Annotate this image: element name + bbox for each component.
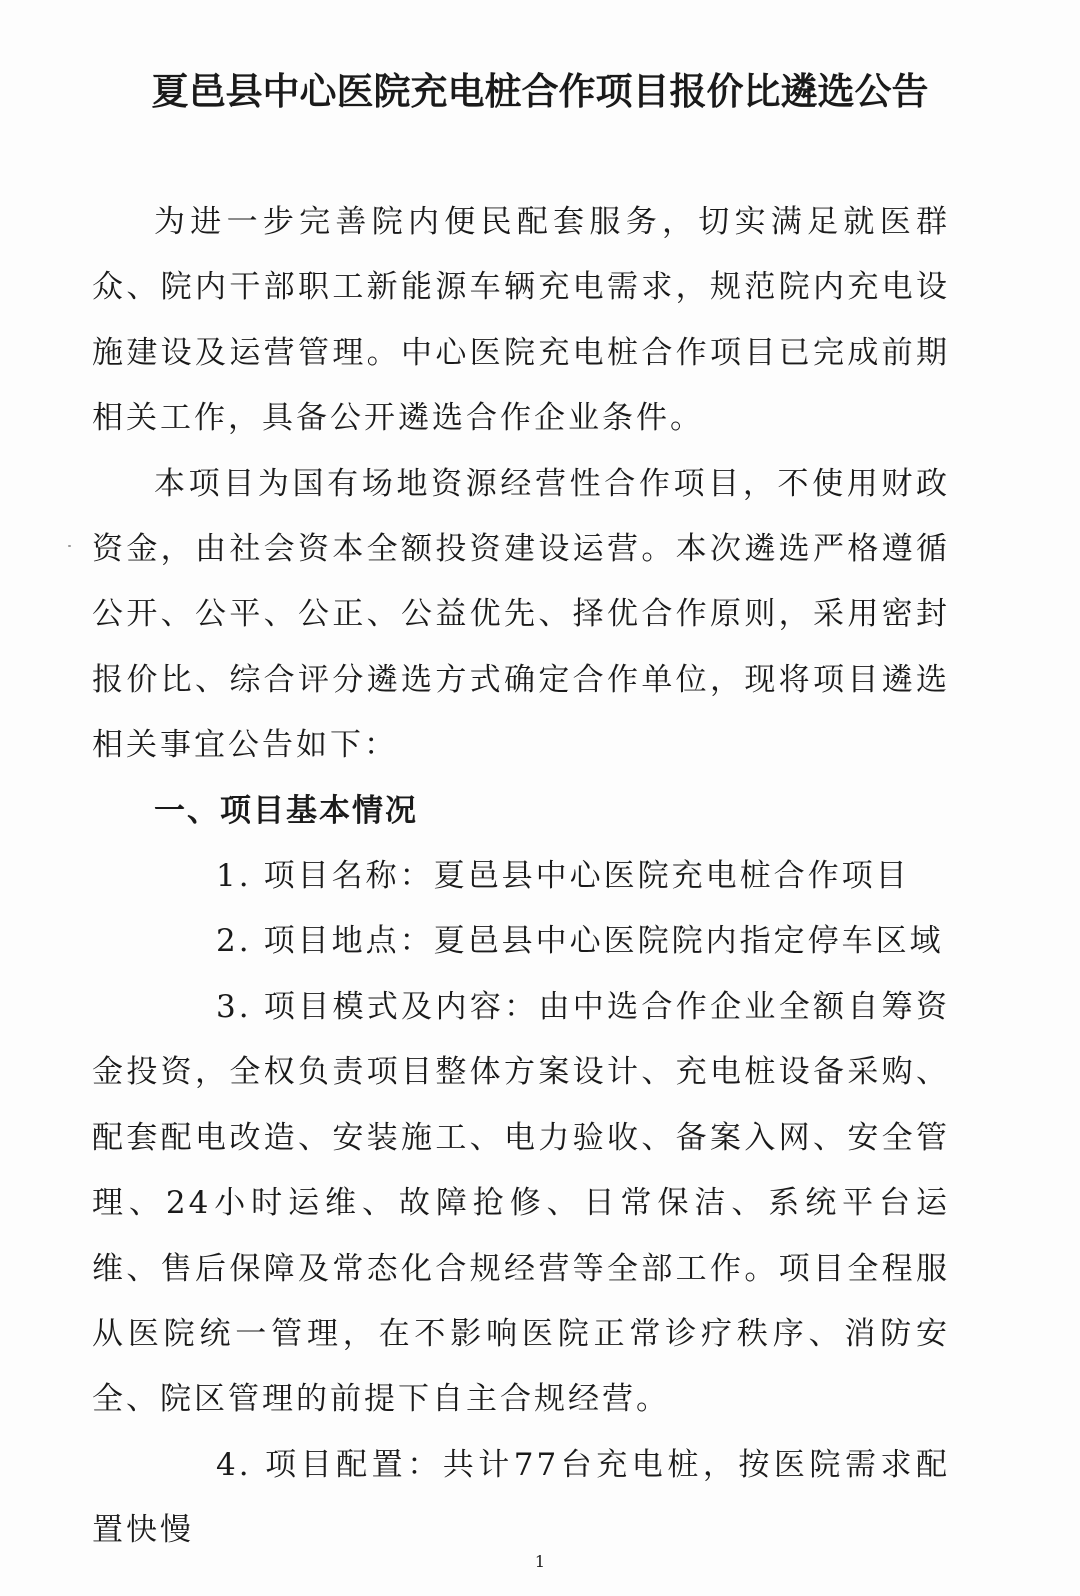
- scan-speck: [68, 545, 71, 547]
- document-title: 夏邑县中心医院充电桩合作项目报价比遴选公告: [151, 70, 929, 113]
- intro-paragraph-1: 为进一步完善院内便民配套服务，切实满足就医群众、院内干部职工新能源车辆充电需求，规范院内充电设施建设及运营管理。中心医院充电桩合作项目已完成前期相关工作，具备公开遴选合作企业条件。: [92, 204, 950, 437]
- list-item-text: 项目配置：共计77台充电桩，按医院需求配置快慢: [92, 1446, 950, 1549]
- list-item-number: 4.: [216, 1446, 252, 1483]
- list-item: [92, 1433, 950, 1564]
- list-item: [92, 909, 950, 974]
- document-body: [92, 190, 950, 1564]
- section-heading: 一、项目基本情况: [154, 792, 418, 829]
- list-item-number: 2.: [216, 923, 252, 960]
- list-item-number: 1.: [216, 858, 252, 895]
- list-item-text: 项目地点：夏邑县中心医院院内指定停车区域: [263, 923, 944, 960]
- list-item-text: 项目名称：夏邑县中心医院充电桩合作项目: [263, 858, 910, 895]
- intro-paragraph-2: 本项目为国有场地资源经营性合作项目，不使用财政资金，由社会资本全额投资建设运营。本次遴选严格遵循公开、公平、公正、公益优先、择优合作原则，采用密封报价比、综合评分遴选方式确定合作单位，现将项目遴选相关事宜公告如下：: [92, 465, 950, 764]
- list-item-text: 项目模式及内容：由中选合作企业全额自筹资金投资，全权负责项目整体方案设计、充电桩设备采购、配套配电改造、安装施工、电力验收、备案入网、安全管理、24小时运维、故障抢修、日常保洁、系统平台运维、售后保障及常态化合规经营等全部工作。项目全程服从医院统一管理，在不影响医院正常诊疗秩序、消防安全、院区管理的前提下自主合规经营。: [92, 988, 950, 1418]
- list-item-number: 3.: [216, 988, 252, 1025]
- list-item: [92, 975, 950, 1433]
- page-number: 1: [534, 1552, 546, 1571]
- list-item: [92, 844, 950, 909]
